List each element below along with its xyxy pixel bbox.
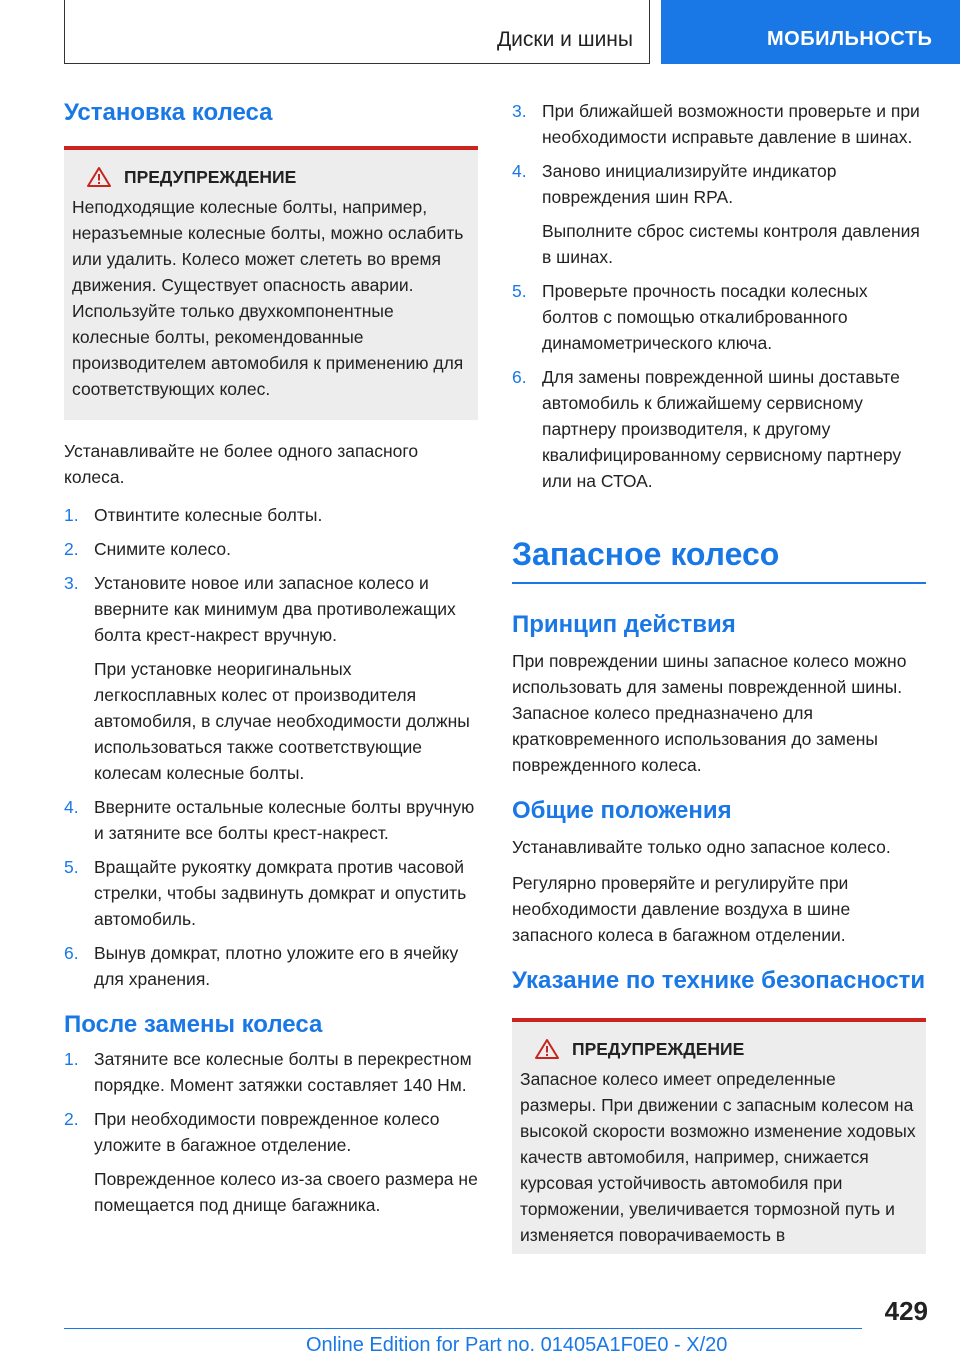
- list-item: [64, 570, 478, 648]
- edition-note: Online Edition for Part no. 01405A1F0E0 - X/20: [306, 1334, 728, 1356]
- list-item: [512, 158, 926, 210]
- step-text: При ближайшей возможности проверьте и при необходимости исправьте давление в шинах.: [542, 101, 920, 147]
- chapter-tab[interactable]: [661, 0, 960, 64]
- step-text: Установите новое или запасное колесо и вверните как минимум два противолежащих болта крест-накрест вручную.: [94, 573, 456, 645]
- list-item: [512, 278, 926, 356]
- principle-paragraph: При повреждении шины запасное колесо можно использовать для замены поврежденной шины. Запасное колесо предназначено для кратковременного использования до замены поврежденного колеса.: [512, 651, 907, 775]
- warning-title: ПРЕДУПРЕЖДЕНИЕ: [124, 166, 297, 187]
- warning-triangle-icon: [534, 1038, 560, 1060]
- install-steps: [64, 502, 478, 992]
- step-text: Вверните остальные колесные болты вручную и затяните все болты крест-накрест.: [94, 797, 475, 843]
- left-column: [64, 98, 478, 1218]
- step-text: Проверьте прочность посадки колесных болтов с помощью откалиброванного динамометрического ключа.: [542, 281, 868, 353]
- step-note: Поврежденное колесо из-за своего размера не помещается под днище багажника.: [94, 1169, 478, 1215]
- section-title: Диски и шины: [496, 28, 633, 51]
- step-note: Выполните сброс системы контроля давления в шинах.: [542, 221, 920, 267]
- step-number: 6.: [512, 367, 527, 387]
- heading-wheel-install: Установка колеса: [64, 99, 273, 126]
- warning-box: [64, 150, 478, 420]
- general-paragraph-2: Регулярно проверяйте и регулируйте при необходимости давление воздуха в шине запасного колеса в багажном отделении.: [512, 873, 851, 945]
- step-number: 5.: [512, 281, 527, 301]
- step-number: 5.: [64, 857, 79, 877]
- heading-general: Общие положения: [512, 797, 732, 824]
- list-item: [64, 1106, 478, 1158]
- footer-rule: [64, 1328, 862, 1329]
- list-item: [64, 1046, 478, 1098]
- step-text: Затяните все колесные болты в перекрестном порядке. Момент затяжки составляет 140 Нм.: [94, 1049, 472, 1095]
- warning-triangle-icon: [86, 166, 112, 188]
- warning-header: [520, 1038, 916, 1060]
- warning-box: [512, 1022, 926, 1254]
- list-item: [64, 536, 478, 562]
- warning-text: Запасное колесо имеет определенные размеры. При движении с запасным колесом на высокой скорости возможно изменение ходовых качеств автомобиля, например, снижается курсовая устойчивость автомобиля при торможении, увеличивается тормозной путь и изменяется поворачиваемость в: [520, 1069, 916, 1245]
- step-number: 3.: [64, 573, 79, 593]
- step-number: 2.: [64, 539, 79, 559]
- intro-paragraph: Устанавливайте не более одного запасного колеса.: [64, 441, 419, 487]
- step-number: 4.: [512, 161, 527, 181]
- list-item: [64, 854, 478, 932]
- step-text: При необходимости поврежденное колесо уложите в багажное отделение.: [94, 1109, 440, 1155]
- step-text: Снимите колесо.: [94, 539, 231, 559]
- step-number: 2.: [64, 1109, 79, 1129]
- step-number: 4.: [64, 797, 79, 817]
- step-text: Вращайте рукоятку домкрата против часовой стрелки, чтобы задвинуть домкрат и опустить автомобиль.: [94, 857, 467, 929]
- header-section-box: [64, 0, 650, 64]
- step-note: При установке неоригинальных легкосплавных колес от производителя автомобиля, в случае необходимости должны использоваться также соответствующие колесам колесные болты.: [94, 659, 470, 783]
- step-text: Отвинтите колесные болты.: [94, 505, 323, 525]
- warning-header: [72, 166, 468, 188]
- list-item: [64, 502, 478, 528]
- heading-rule: [512, 582, 926, 584]
- warning-text: Неподходящие колесные болты, например, неразъемные колесные болты, можно ослабить или удалить. Колесо может слететь во время движения. Существует опасность аварии. Используйте только двухкомпонентные колесные болты, рекомендованные производителем автомобиля к применению для соответствующих колес.: [72, 197, 464, 399]
- list-item: [64, 794, 478, 846]
- step-text: Заново инициализируйте индикатор повреждения шин RPA.: [542, 161, 837, 207]
- step-number: 3.: [512, 101, 527, 121]
- after-steps: [64, 1046, 478, 1218]
- chapter-tab-label: МОБИЛЬНОСТЬ: [767, 28, 933, 50]
- list-item: [512, 98, 926, 150]
- step-number: 6.: [64, 943, 79, 963]
- list-item: [512, 364, 926, 494]
- step-number: 1.: [64, 1049, 79, 1069]
- step-number: 1.: [64, 505, 79, 525]
- continued-steps: [512, 98, 926, 494]
- heading-spare-wheel: Запасное колесо: [512, 536, 780, 572]
- step-text: Вынув домкрат, плотно уложите его в ячейку для хранения.: [94, 943, 459, 989]
- warning-title: ПРЕДУПРЕЖДЕНИЕ: [572, 1038, 745, 1059]
- heading-after-change: После замены колеса: [64, 1011, 323, 1038]
- list-item: [64, 940, 478, 992]
- general-paragraph-1: Устанавливайте только одно запасное колесо.: [512, 837, 891, 857]
- right-column: [512, 98, 926, 1254]
- page-number: 429: [884, 1296, 928, 1326]
- heading-principle: Принцип действия: [512, 611, 736, 638]
- heading-safety: Указание по технике безопасности: [512, 967, 926, 994]
- step-text: Для замены поврежденной шины доставьте автомобиль к ближайшему сервисному партнеру производителя, к другому квалифицированному сервисному партнеру или на СТОА.: [542, 367, 902, 491]
